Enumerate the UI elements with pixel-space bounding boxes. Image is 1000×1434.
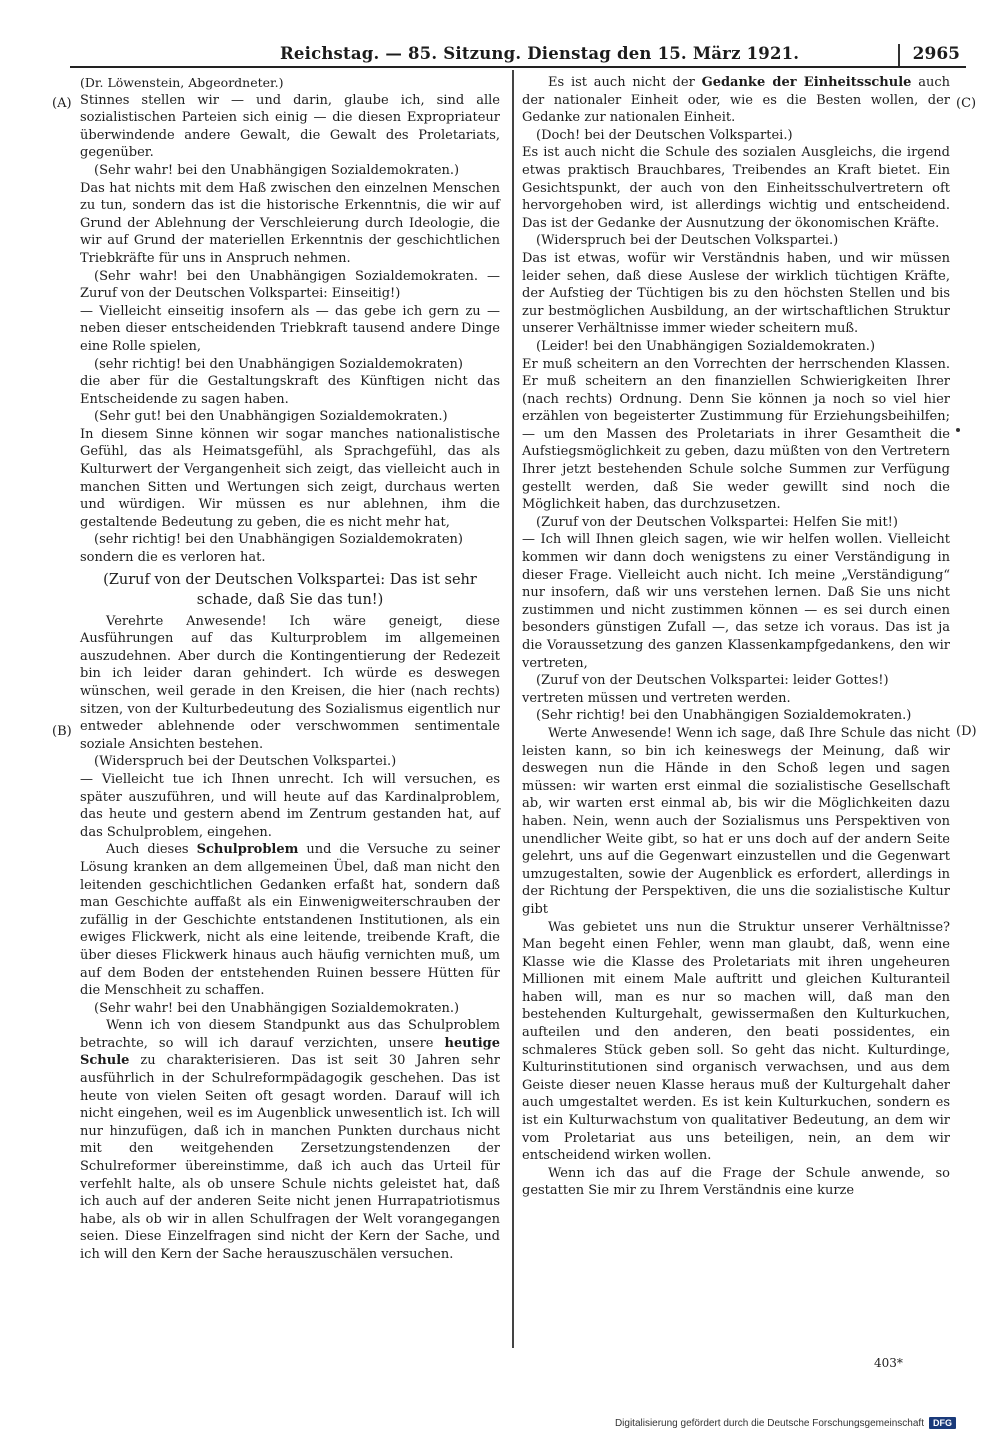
header-separator <box>898 44 900 66</box>
interjection: (Sehr gut! bei den Unabhängigen Sozialdemokraten.) <box>94 409 448 425</box>
column-divider <box>512 70 514 1348</box>
emphasized-term: heutige Schule <box>80 1035 500 1069</box>
emphasized-term: Gedanke der Einheitsschule <box>701 75 912 90</box>
interjection: (Doch! bei der Deutschen Volkspartei.) <box>536 127 793 143</box>
paragraph: In diesem Sinne können wir sogar manches nationalistische Gefühl, das als Heimatsgefühl, als Sprachgefühl, das als Kulturwert der Vergangenheit sich zeigt, das vielleicht auch in manchen Sitten und Wertungen sich zeigt, durchaus werten und würdigen. Wir müssen es nur ablehnen, ihm die gestaltende Bedeutung zu geben, die es nicht mehr hat, <box>80 426 500 530</box>
page-number: 2965 <box>912 44 960 64</box>
interjection-large: (Zuruf von der Deutschen Volkspartei: Das ist sehr schade, daß Sie das tun!) <box>103 571 477 608</box>
paragraph: Das hat nichts mit dem Haß zwischen den einzelnen Menschen zu tun, sondern das ist die historische Erkenntnis, die wir auf Grund der Ablehnung der Verschleierung durch Ideologie, die wir auf Grund der materiellen Erkenntnis der geschichtlichen Triebkräfte für uns in Anspruch nehmen. <box>80 180 500 266</box>
paragraph: Stinnes stellen wir — und darin, glaube ich, sind alle sozialistischen Parteien sich einig — die diesen Expropriateur überwindende andere Gewalt, die Gewalt des Proletariats, gegenüber. <box>80 92 500 161</box>
paragraph: Er muß scheitern an den Vorrechten der herrschenden Klassen. Er muß scheitern an den finanziellen Schwierigkeiten Ihrer (nach rechts) Ordnung. Denn Sie können ja noch so viel hier erzählen von begeisterter Zustimmung für Erziehungsbeihilfen; — um den Massen des Proletariats in ihrer Gesamtheit die Aufstiegsmöglichkeit zu geben, dazu müßten von den Vertretern Ihrer jetzt bestehenden Schule solche Summen zur Verfügung gestellt werden, daß Sie weder gewillt sind noch die Möglichkeit haben, das durchzusetzen. <box>522 356 950 513</box>
paragraph: Das ist etwas, wofür wir Verständnis haben, und wir müssen leider sehen, daß diese Auslese der wirklich tüchtigen Kräfte, der Aufstieg der Tüchtigen bis zu den höchsten Stellen und bis zur bestmöglichen Ausbildung, an der wirtschaftlichen Struktur unserer Verhältnisse immer wieder scheitern muß. <box>522 250 950 337</box>
interjection: (Sehr richtig! bei den Unabhängigen Sozialdemokraten.) <box>536 708 912 724</box>
header-rule <box>70 66 966 68</box>
paragraph: die aber für die Gestaltungskraft des Künftigen nicht das Entscheidende zu sagen haben. <box>80 374 500 407</box>
paragraph-text: Wenn ich von diesem Standpunkt aus das Schulproblem betrachte, so will ich darauf verzichten, unsere <box>80 1018 500 1051</box>
paragraph: Werte Anwesende! Wenn ich sage, daß Ihre Schule das nicht leisten kann, so bin ich keineswegs der Meinung, daß wir deswegen nun die Hände in den Schoß legen und sagen müssen: wir warten erst einmal die sozialistische Gesellschaft ab, wir warten erst einmal ab, bis wir die Möglichkeiten dazu haben. Nein, wenn auch der Sozialismus uns Perspektiven von unendlicher Weite gibt, so hat er uns doch auf der andern Seite gelehrt, uns auf die Gegenwart einzustellen und die Gegenwart umzugestalten, sowie der Augenblick es erfordert, allerdings in der Richtung der Perspektiven, die uns die sozialistische Kultur gibt <box>522 725 950 917</box>
interjection: (sehr richtig! bei den Unabhängigen Sozialdemokraten) <box>94 356 463 372</box>
footer-text: Digitalisierung gefördert durch die Deutsche Forschungsgemeinschaft <box>614 1417 924 1429</box>
paragraph: Verehrte Anwesende! Ich wäre geneigt, diese Ausführungen auf das Kulturproblem im allgemeinen auszudehnen. Aber durch die Kontingentierung der Redezeit bin ich leider daran gehindert. Ich würde es deswegen wünschen, weil gerade in den Kreisen, die hier (nach rechts) sitzen, von der Kulturbedeutung des Sozialismus eigentlich nur entweder ablehnende oder verschwommen sentimentale soziale Ansichten bestehen. <box>80 613 500 752</box>
footer <box>615 1415 956 1431</box>
right-column <box>522 74 950 1200</box>
paragraph: — Vielleicht einseitig insofern als — das gebe ich gern zu — neben dieser entscheidenden Triebkraft tausend andere Dinge eine Rolle spielen, <box>80 303 500 354</box>
paragraph <box>80 1017 500 1263</box>
paragraph-text: auch der nationaler Einheit oder, wie es die Besten wollen, der Gedanke zur nationalen Einheit. <box>522 75 950 126</box>
running-title: Reichstag. — 85. Sitzung. Dienstag den 15. März 1921. <box>280 44 800 63</box>
left-column <box>80 74 500 1264</box>
paragraph: — Vielleicht tue ich Ihnen unrecht. Ich will versuchen, es später auszuführen, und will heute auf das Kardinalproblem, das heute und gestern abend im Zentrum gestanden hat, auf das Schulproblem, eingehen. <box>80 771 500 840</box>
interjection: (Sehr wahr! bei den Unabhängigen Sozialdemokraten.) <box>94 1000 460 1016</box>
paragraph-text: Auch dieses <box>106 842 197 858</box>
margin-marker-b: (B) <box>52 724 72 739</box>
interjection: (Zuruf von der Deutschen Volkspartei: leider Gottes!) <box>536 673 889 689</box>
margin-marker-a: (A) <box>52 96 72 111</box>
paragraph: Wenn ich das auf die Frage der Schule anwende, so gestatten Sie mir zu Ihrem Verständnis eine kurze <box>522 1165 950 1199</box>
paragraph-text: zu charakterisieren. Das ist seit 30 Jahren sehr ausführlich in der Schulreformpädagogik geschehen. Das ist heute von vielen Seiten oft gesagt worden. Darauf will ich nicht eingehen, weil es im Augenblick unwesentlich ist. Ich will nur hinzufügen, daß ich in manchen Punkten durchaus nicht mit den weitgehenden Zersetzungstendenzen der Schulreformer übereinstimme, daß ich auch das Urteil für verfehlt halte, als ob unsere Schule nichts geleistet hat, daß ich auch auf der anderen Seite nicht jenen Hurrapatriotismus habe, als ob wir in allen Schulfragen der Welt vorangegangen seien. Diese Einzelfragen sind nicht der Kern der Sache, und ich will den Kern der Sache herauszuschälen versuchen. <box>80 1053 500 1262</box>
interjection: (Widerspruch bei der Deutschen Volkspartei.) <box>94 754 397 770</box>
interjection: (Sehr wahr! bei den Unabhängigen Sozialdemokraten. — Zuruf von der Deutschen Volkspartei: Einseitig!) <box>80 268 500 302</box>
print-speck <box>956 428 960 432</box>
paragraph <box>80 841 500 999</box>
paragraph <box>522 74 950 127</box>
speaker-line: (Dr. Löwenstein, Abgeordneter.) <box>80 75 284 90</box>
dfg-logo: DFG <box>929 1417 956 1429</box>
margin-marker-d: (D) <box>956 724 977 739</box>
paragraph: sondern die es verloren hat. <box>80 550 266 566</box>
paragraph: — Ich will Ihnen gleich sagen, wie wir helfen wollen. Vielleicht kommen wir dann doch wenigstens zu einer Verständigung in dieser Frage. Vielleicht auch nicht. Ich meine „Verständigung“ nur insofern, daß wir uns verstehen lernen. Daß Sie uns nicht zustimmen und nicht zustimmen können — es sei durch einen besonders günstigen Zufall —, das setze ich voraus. Das ist ja die Voraussetzung des ganzen Klassenkampfgedankens, den wir vertreten, <box>522 532 950 671</box>
paragraph: Was gebietet uns nun die Struktur unserer Verhältnisse? Man begeht einen Fehler, wenn man glaubt, daß, wenn eine Klasse wie die Klasse des Proletariats mit ihren ungeheuren Millionen mit einem Male auftritt und gleichen Kulturanteil haben will, man es nur so machen will, daß man den bestehenden Kulturgehalt, gewissermaßen den Kulturkuchen, aufteilen und den anderen, den beati possidentes, ein schmaleres Stück geben soll. So geht das nicht. Kulturdinge, Kulturinstitutionen sind organisch verwachsen, und aus dem Geiste dieser neuen Klasse heraus muß der Kulturgehalt daher auch umgestaltet werden. Es ist kein Kulturkuchen, sondern es ist ein Kulturwachstum von qualitativer Bedeutung, an dem wir vom Proletariat aus uns beteiligen, nein, an dem wir entscheidend wirken wollen. <box>522 919 950 1164</box>
interjection: (Sehr wahr! bei den Unabhängigen Sozialdemokraten.) <box>94 162 460 178</box>
signature-mark: 403* <box>874 1356 903 1370</box>
margin-marker-c: (C) <box>956 96 977 111</box>
paragraph-text: Es ist auch nicht der <box>548 75 702 90</box>
interjection: (sehr richtig! bei den Unabhängigen Sozialdemokraten) <box>94 532 463 548</box>
interjection: (Widerspruch bei der Deutschen Volkspartei.) <box>536 233 839 249</box>
paragraph: vertreten müssen und vertreten werden. <box>522 690 791 706</box>
emphasized-term: Schulproblem <box>196 842 299 858</box>
interjection: (Leider! bei den Unabhängigen Sozialdemokraten.) <box>536 338 876 354</box>
paragraph-text: und die Versuche zu seiner Lösung kranken an dem allgemeinen Übel, daß man nicht den leitenden geschichtlichen Gedanken erfaßt hat, sondern daß man Geschichte auffaßt als ein Einwenigweiterschrauben der zufällig in der Geschichte entstandenen Institutionen, als ein ewiges Flickwerk, nicht als eine leitende, treibende Kraft, die über dieses Flickwerk hinaus auch häufig vernichten muß, um auf dem Boden der entstehenden Ruinen bessere Hütten für die Menschheit zu schaffen. <box>80 842 501 999</box>
running-header <box>70 44 966 68</box>
interjection: (Zuruf von der Deutschen Volkspartei: Helfen Sie mit!) <box>536 514 898 530</box>
paragraph: Es ist auch nicht die Schule des sozialen Ausgleichs, die irgend etwas praktisch Brauchbares, Treibendes an Kraft bietet. Ein Gesichtspunkt, der auch von den Einheitsschulvertretern oft hervorgehoben wird, ist allerdings wichtig und entscheidend. Das ist der Gedanke der Ausnutzung der ökonomischen Kräfte. <box>522 145 950 231</box>
